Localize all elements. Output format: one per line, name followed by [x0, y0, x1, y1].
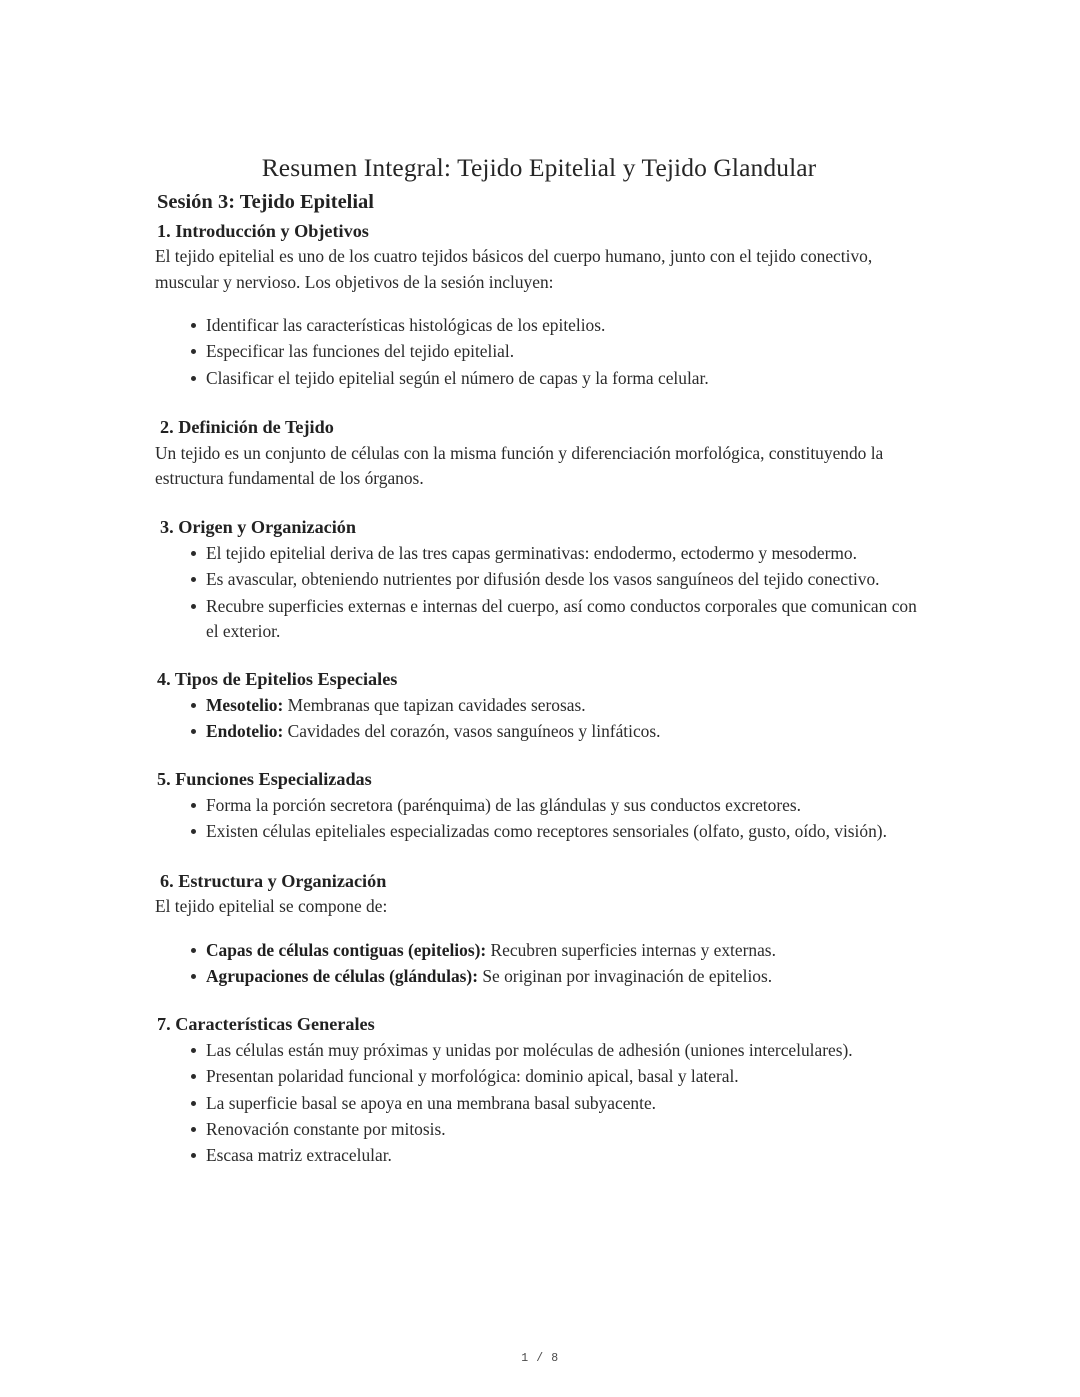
page-title: Resumen Integral: Tejido Epitelial y Tejido Glandular [261, 153, 817, 182]
section-6-paragraph: El tejido epitelial se compone de: [155, 896, 388, 917]
list-item [155, 964, 923, 989]
list-item-lead: Agrupaciones de células (glándulas): [206, 966, 478, 986]
list-item: Identificar las características histológicas de los epitelios. [155, 313, 923, 338]
list-item: Existen células epiteliales especializadas como receptores sensoriales (olfato, gusto, oído, visión). [155, 819, 923, 844]
section-heading-3: 3. Origen y Organización [160, 517, 357, 538]
session-heading: Sesión 3: Tejido Epitelial [157, 191, 375, 214]
list-item: Especificar las funciones del tejido epitelial. [155, 339, 923, 364]
list-item-lead: Mesotelio: [206, 694, 284, 715]
list-item: Es avascular, obteniendo nutrientes por difusión desde los vasos sanguíneos del tejido conectivo. [155, 567, 923, 592]
section-6-bullet-list [155, 938, 923, 990]
list-item [155, 938, 923, 963]
list-item: Las células están muy próximas y unidas por moléculas de adhesión (uniones intercelulares). [155, 1038, 923, 1063]
list-item-lead: Endotelio: [206, 721, 284, 742]
list-item-text: Cavidades del corazón, vasos sanguíneos y linfáticos. [283, 721, 661, 742]
list-item: Presentan polaridad funcional y morfológica: dominio apical, basal y lateral. [155, 1064, 923, 1089]
section-heading-1: 1. Introducción y Objetivos [157, 220, 369, 241]
section-heading-6: 6. Estructura y Organización [160, 870, 387, 891]
list-item: Clasificar el tejido epitelial según el número de capas y la forma celular. [155, 366, 923, 391]
document-content [155, 152, 923, 1170]
list-item [155, 693, 923, 718]
section-heading-5: 5. Funciones Especializadas [157, 769, 372, 790]
list-item: Renovación constante por mitosis. [155, 1117, 923, 1142]
list-item: Forma la porción secretora (parénquima) de las glándulas y sus conductos excretores. [155, 793, 923, 818]
list-item-lead: Capas de células contiguas (epitelios): [206, 939, 487, 960]
section-5-bullet-list [155, 793, 923, 845]
section-7-bullet-list [155, 1038, 923, 1169]
section-2-paragraph: Un tejido es un conjunto de células con la misma función y diferenciación morfológica, constituyendo la estructura fundamental de los órganos. [155, 442, 884, 488]
list-item: El tejido epitelial deriva de las tres capas germinativas: endodermo, ectodermo y mesodermo. [155, 541, 923, 566]
list-item [155, 719, 923, 744]
section-4-bullet-list [155, 693, 923, 745]
list-item-text: Membranas que tapizan cavidades serosas. [283, 694, 586, 715]
section-heading-7: 7. Características Generales [157, 1014, 375, 1035]
section-heading-4: 4. Tipos de Epitelios Especiales [157, 669, 398, 690]
list-item-text: Recubren superficies internas y externas. [486, 939, 776, 960]
list-item-text: Se originan por invaginación de epitelios. [478, 966, 773, 986]
list-item: La superficie basal se apoya en una membrana basal subyacente. [155, 1091, 923, 1116]
list-item: Escasa matriz extracelular. [155, 1143, 923, 1168]
section-1-paragraph: El tejido epitelial es uno de los cuatro tejidos básicos del cuerpo humano, junto con el tejido conectivo, muscular y nervioso. Los objetivos de la sesión incluyen: [155, 246, 873, 292]
section-heading-2: 2. Definición de Tejido [160, 416, 334, 437]
section-1-bullet-list [155, 313, 923, 391]
list-item: Recubre superficies externas e internas del cuerpo, así como conductos corporales que comunican con el exterior. [155, 594, 923, 645]
page-number-footer: 1 / 8 [521, 1352, 559, 1365]
section-3-bullet-list [155, 541, 923, 644]
